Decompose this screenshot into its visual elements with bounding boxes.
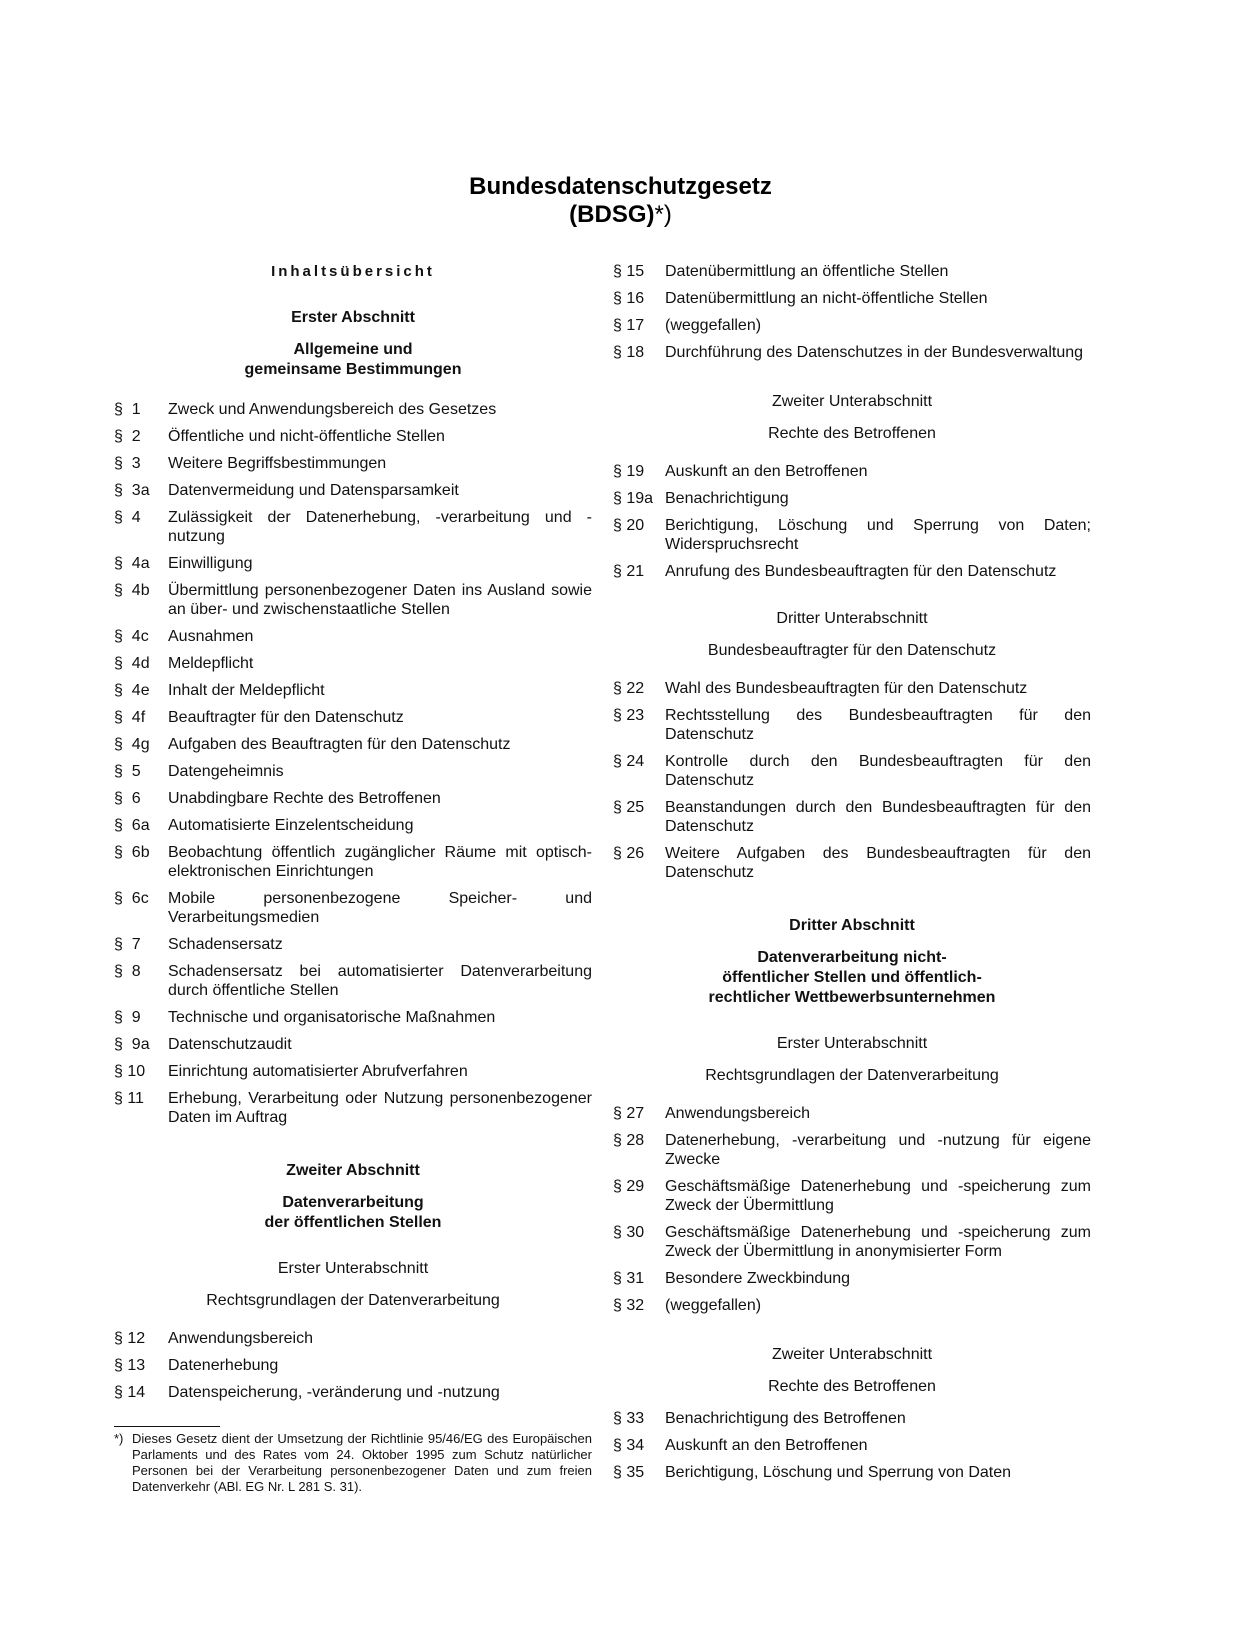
section-number: § 21 bbox=[613, 563, 645, 580]
section-title: Unabdingbare Rechte des Betroffenen bbox=[168, 790, 441, 807]
section-title: Datenvermeidung und Datensparsamkeit bbox=[168, 482, 459, 499]
toc-entry bbox=[114, 508, 592, 546]
section-number: § 19 bbox=[613, 463, 645, 480]
toc-entry bbox=[613, 516, 1091, 554]
footnote-ref: *) bbox=[654, 201, 672, 228]
section-title: Datenübermittlung an öffentliche Stellen bbox=[665, 263, 949, 280]
toc-list bbox=[613, 262, 1091, 362]
left-column bbox=[114, 262, 592, 1495]
toc-entry bbox=[613, 1296, 1091, 1315]
section-number: § 4e bbox=[114, 682, 150, 699]
section-number: § 10 bbox=[114, 1063, 146, 1080]
section-title: Schadensersatz bei automatisierter Datenverarbeitung durch öffentliche Stellen bbox=[168, 963, 592, 999]
section-title: Beanstandungen durch den Bundesbeauftragten für den Datenschutz bbox=[665, 799, 1091, 835]
section-title: Datenspeicherung, -veränderung und -nutzung bbox=[168, 1384, 500, 1401]
section-number: § 31 bbox=[613, 1270, 645, 1287]
subsection-4-title: Rechtsgrundlagen der Datenverarbeitung bbox=[705, 1067, 999, 1084]
section-title: Aufgaben des Beauftragten für den Datenschutz bbox=[168, 736, 511, 753]
section-number: § 25 bbox=[613, 799, 645, 816]
subsection-3-title: Bundesbeauftragter für den Datenschutz bbox=[707, 642, 997, 659]
toc-list bbox=[613, 1409, 1091, 1482]
toc-entry bbox=[613, 1463, 1091, 1482]
section-title: (weggefallen) bbox=[665, 317, 762, 334]
right-column bbox=[613, 262, 1091, 1490]
toc-entry bbox=[114, 627, 592, 646]
toc-entry bbox=[613, 1436, 1091, 1455]
title-line-1: Bundesdatenschutzgesetz bbox=[469, 173, 772, 200]
section-number: § 6 bbox=[114, 790, 141, 807]
section-title: Datenschutzaudit bbox=[168, 1036, 292, 1053]
section-number: § 32 bbox=[613, 1297, 645, 1314]
section-number: § 14 bbox=[114, 1384, 146, 1401]
section-number: § 3 bbox=[114, 455, 141, 472]
section-title: Anwendungsbereich bbox=[168, 1330, 313, 1347]
section-title: Geschäftsmäßige Datenerhebung und -speicherung zum Zweck der Übermittlung in anonymisierter Form bbox=[665, 1224, 1091, 1260]
section-3-heading: Dritter Abschnitt bbox=[789, 917, 915, 934]
toc-entry bbox=[613, 1223, 1091, 1261]
toc-entry bbox=[613, 262, 1091, 281]
title-abbrev: (BDSG) bbox=[569, 201, 655, 228]
toc-list bbox=[114, 1329, 592, 1402]
toc-entry bbox=[114, 1356, 592, 1375]
section-number: § 20 bbox=[613, 517, 645, 534]
toc-entry bbox=[613, 798, 1091, 836]
subsection-2-title: Rechte des Betroffenen bbox=[768, 425, 936, 442]
section-number: § 23 bbox=[613, 707, 645, 724]
toc-entry bbox=[114, 816, 592, 835]
title-line-2 bbox=[0, 201, 1241, 229]
section-number: § 28 bbox=[613, 1132, 645, 1149]
section-number: § 2 bbox=[114, 428, 141, 445]
toc-entry bbox=[114, 1008, 592, 1027]
toc-entry bbox=[613, 562, 1091, 581]
subsection-5-title: Rechte des Betroffenen bbox=[768, 1378, 936, 1395]
toc-entry bbox=[613, 679, 1091, 698]
footnote bbox=[114, 1431, 592, 1495]
toc-entry bbox=[613, 289, 1091, 308]
section-title: Mobile personenbezogene Speicher- und Verarbeitungsmedien bbox=[168, 890, 592, 926]
toc-entry bbox=[613, 462, 1091, 481]
section-number: § 4 bbox=[114, 509, 141, 526]
toc-entry bbox=[613, 343, 1091, 362]
subsection-5-heading: Zweiter Unterabschnitt bbox=[771, 1346, 933, 1363]
toc-entry bbox=[114, 843, 592, 881]
section-title: Berichtigung, Löschung und Sperrung von Daten; Widerspruchsrecht bbox=[665, 517, 1091, 553]
subsection-4-heading: Erster Unterabschnitt bbox=[776, 1035, 928, 1052]
section-title: Zweck und Anwendungsbereich des Gesetzes bbox=[168, 401, 497, 418]
section-number: § 4g bbox=[114, 736, 150, 753]
toc-entry bbox=[114, 1329, 592, 1348]
section-3-title-line-2: öffentlicher Stellen und öffentlich- bbox=[722, 969, 982, 986]
section-number: § 1 bbox=[114, 401, 141, 418]
subsection-2-heading: Zweiter Unterabschnitt bbox=[771, 393, 933, 410]
section-number: § 9a bbox=[114, 1036, 150, 1053]
section-number: § 17 bbox=[613, 317, 645, 334]
toc-entry bbox=[613, 1409, 1091, 1428]
toc-entry bbox=[613, 489, 1091, 508]
toc-entry bbox=[114, 1062, 592, 1081]
section-number: § 4d bbox=[114, 655, 150, 672]
section-number: § 3a bbox=[114, 482, 150, 499]
section-title: Weitere Begriffsbestimmungen bbox=[168, 455, 387, 472]
section-number: § 13 bbox=[114, 1357, 146, 1374]
section-number: § 7 bbox=[114, 936, 141, 953]
section-title: Technische und organisatorische Maßnahmen bbox=[168, 1009, 496, 1026]
section-number: § 22 bbox=[613, 680, 645, 697]
section-number: § 6a bbox=[114, 817, 150, 834]
section-number: § 34 bbox=[613, 1437, 645, 1454]
section-number: § 29 bbox=[613, 1178, 645, 1195]
section-title: Geschäftsmäßige Datenerhebung und -speicherung zum Zweck der Übermittlung bbox=[665, 1178, 1091, 1214]
toc-entry bbox=[613, 706, 1091, 744]
toc-list bbox=[114, 400, 592, 1127]
subsection-1-title: Rechtsgrundlagen der Datenverarbeitung bbox=[206, 1292, 500, 1309]
toc-entry bbox=[613, 316, 1091, 335]
toc-entry bbox=[114, 789, 592, 808]
section-title: Datenerhebung bbox=[168, 1357, 279, 1374]
toc-entry bbox=[114, 554, 592, 573]
section-number: § 27 bbox=[613, 1105, 645, 1122]
section-number: § 6b bbox=[114, 844, 150, 861]
section-title: Durchführung des Datenschutzes in der Bundesverwaltung bbox=[665, 344, 1084, 361]
section-2-heading: Zweiter Abschnitt bbox=[286, 1162, 420, 1179]
section-title: Berichtigung, Löschung und Sperrung von Daten bbox=[665, 1464, 1012, 1481]
section-title: Benachrichtigung des Betroffenen bbox=[665, 1410, 906, 1427]
toc-entry bbox=[114, 762, 592, 781]
toc-list bbox=[613, 1104, 1091, 1315]
section-title: Einrichtung automatisierter Abrufverfahren bbox=[168, 1063, 468, 1080]
footnote-text: Dieses Gesetz dient der Umsetzung der Richtlinie 95/46/EG des Europäischen Parlaments und des Rates vom 24. Oktober 1995 zum Schutz natürlicher Personen bei der Verarbeitung personenbezogener Daten und zum freien Datenverkehr (ABl. EG Nr. L 281 S. 31). bbox=[132, 1431, 592, 1494]
subsection-3-heading: Dritter Unterabschnitt bbox=[776, 610, 928, 627]
section-title: Kontrolle durch den Bundesbeauftragten für den Datenschutz bbox=[665, 753, 1091, 789]
toc-entry bbox=[613, 844, 1091, 882]
toc-entry bbox=[114, 681, 592, 700]
toc-entry bbox=[114, 481, 592, 500]
section-1-heading: Erster Abschnitt bbox=[291, 309, 415, 326]
section-1-title-line-1: Allgemeine und bbox=[293, 341, 413, 358]
toc-list bbox=[613, 462, 1091, 581]
section-title: Inhalt der Meldepflicht bbox=[168, 682, 325, 699]
section-number: § 4f bbox=[114, 709, 146, 726]
toc-entry bbox=[114, 889, 592, 927]
section-number: § 11 bbox=[114, 1090, 144, 1107]
toc-entry bbox=[114, 1035, 592, 1054]
section-title: Anwendungsbereich bbox=[665, 1105, 810, 1122]
section-title: Schadensersatz bbox=[168, 936, 283, 953]
section-number: § 18 bbox=[613, 344, 645, 361]
section-number: § 6c bbox=[114, 890, 149, 907]
section-number: § 30 bbox=[613, 1224, 645, 1241]
toc-entry bbox=[114, 454, 592, 473]
toc-entry bbox=[114, 935, 592, 954]
section-number: § 4b bbox=[114, 582, 150, 599]
footnote-mark: *) bbox=[114, 1431, 124, 1446]
section-number: § 26 bbox=[613, 845, 645, 862]
section-title: Automatisierte Einzelentscheidung bbox=[168, 817, 414, 834]
section-title: Datenerhebung, -verarbeitung und -nutzung für eigene Zwecke bbox=[665, 1132, 1091, 1168]
toc-entry bbox=[613, 1131, 1091, 1169]
document-title bbox=[0, 173, 1241, 229]
section-number: § 12 bbox=[114, 1330, 146, 1347]
section-title: Beauftragter für den Datenschutz bbox=[168, 709, 404, 726]
section-title: (weggefallen) bbox=[665, 1297, 762, 1314]
section-1-title-line-2: gemeinsame Bestimmungen bbox=[244, 361, 462, 378]
toc-heading: Inhaltsübersicht bbox=[271, 263, 435, 280]
section-title: Datenübermittlung an nicht-öffentliche Stellen bbox=[665, 290, 988, 307]
section-number: § 15 bbox=[613, 263, 645, 280]
toc-entry bbox=[114, 581, 592, 619]
section-number: § 4a bbox=[114, 555, 150, 572]
toc-entry bbox=[114, 1089, 592, 1127]
toc-entry bbox=[114, 654, 592, 673]
section-title: Erhebung, Verarbeitung oder Nutzung personenbezogener Daten im Auftrag bbox=[168, 1090, 592, 1126]
section-number: § 4c bbox=[114, 628, 149, 645]
footnote-divider bbox=[114, 1426, 220, 1427]
section-title: Öffentliche und nicht-öffentliche Stellen bbox=[168, 428, 445, 445]
section-title: Datengeheimnis bbox=[168, 763, 284, 780]
section-3-title-line-3: rechtlicher Wettbewerbsunternehmen bbox=[708, 989, 996, 1006]
section-title: Anrufung des Bundesbeauftragten für den Datenschutz bbox=[665, 563, 1057, 580]
section-number: § 19a bbox=[613, 490, 654, 507]
section-number: § 8 bbox=[114, 963, 141, 980]
section-title: Einwilligung bbox=[168, 555, 253, 572]
section-number: § 16 bbox=[613, 290, 645, 307]
section-number: § 33 bbox=[613, 1410, 645, 1427]
toc-entry bbox=[114, 962, 592, 1000]
section-title: Meldepflicht bbox=[168, 655, 254, 672]
toc-entry bbox=[613, 1177, 1091, 1215]
section-title: Ausnahmen bbox=[168, 628, 254, 645]
toc-entry bbox=[114, 708, 592, 727]
section-number: § 5 bbox=[114, 763, 141, 780]
toc-entry bbox=[613, 752, 1091, 790]
section-2-title-line-1: Datenverarbeitung bbox=[282, 1194, 424, 1211]
toc-entry bbox=[114, 1383, 592, 1402]
toc-entry bbox=[114, 400, 592, 419]
toc-entry bbox=[114, 735, 592, 754]
toc-entry bbox=[613, 1269, 1091, 1288]
section-title: Weitere Aufgaben des Bundesbeauftragten für den Datenschutz bbox=[665, 845, 1091, 881]
section-title: Zulässigkeit der Datenerhebung, -verarbeitung und -nutzung bbox=[168, 509, 592, 545]
section-title: Benachrichtigung bbox=[665, 490, 789, 507]
section-title: Besondere Zweckbindung bbox=[665, 1270, 851, 1287]
section-title: Übermittlung personenbezogener Daten ins Ausland sowie an über- und zwischenstaatliche Stellen bbox=[168, 582, 592, 618]
section-title: Beobachtung öffentlich zugänglicher Räume mit optisch-elektronischen Einrichtungen bbox=[168, 844, 592, 880]
section-number: § 35 bbox=[613, 1464, 645, 1481]
section-title: Rechtsstellung des Bundesbeauftragten für den Datenschutz bbox=[665, 707, 1091, 743]
section-title: Auskunft an den Betroffenen bbox=[665, 1437, 868, 1454]
section-title: Wahl des Bundesbeauftragten für den Datenschutz bbox=[665, 680, 1028, 697]
section-3-title-line-1: Datenverarbeitung nicht- bbox=[757, 949, 947, 966]
section-number: § 24 bbox=[613, 753, 645, 770]
section-title: Auskunft an den Betroffenen bbox=[665, 463, 868, 480]
toc-entry bbox=[613, 1104, 1091, 1123]
toc-entry bbox=[114, 427, 592, 446]
section-number: § 9 bbox=[114, 1009, 141, 1026]
toc-list bbox=[613, 679, 1091, 882]
subsection-1-heading: Erster Unterabschnitt bbox=[277, 1260, 429, 1277]
section-2-title-line-2: der öffentlichen Stellen bbox=[264, 1214, 442, 1231]
